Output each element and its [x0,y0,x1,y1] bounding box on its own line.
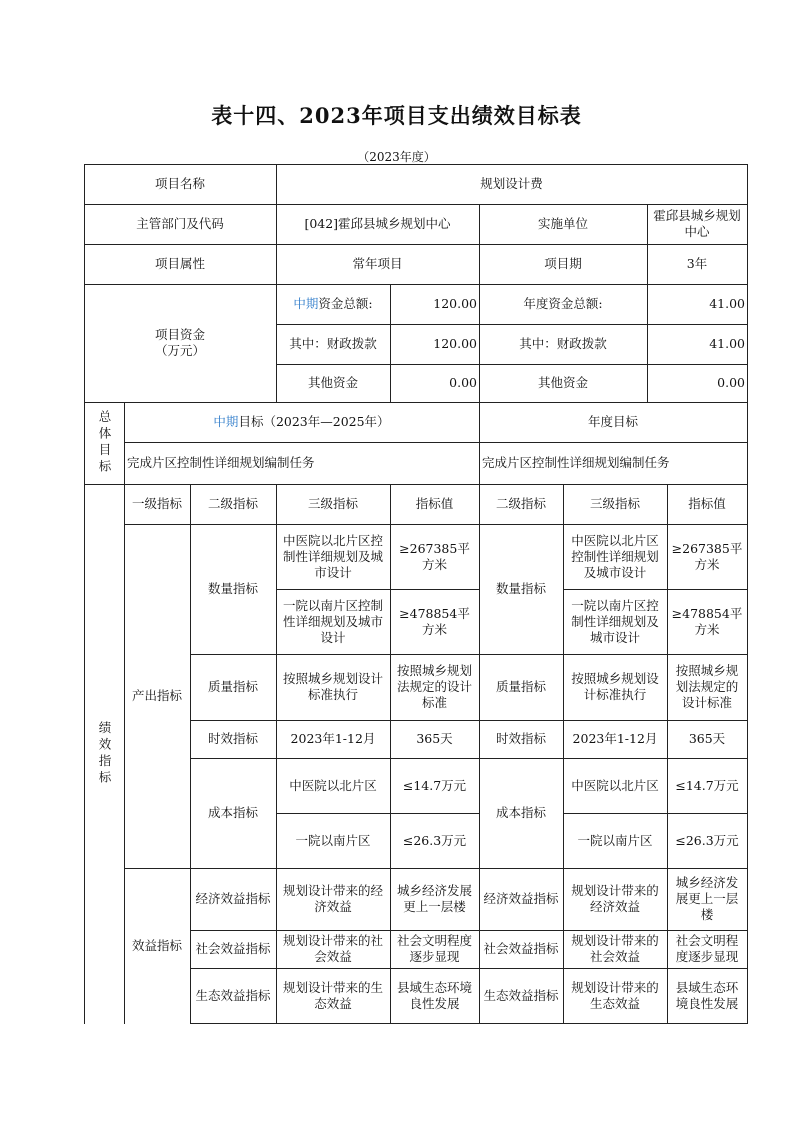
year-econ-label: 经济效益指标 [483,891,559,906]
q1-item: 中医院以北片区控制性详细规划及城市设计 [282,532,383,580]
year-c1-item: 中医院以北片区 [571,777,659,793]
year-c2-item: 一院以南片区 [577,832,653,848]
year-other-value: 0.00 [717,375,745,390]
mid-total-value: 120.00 [433,296,477,311]
cost-label: 成本指标 [207,805,258,820]
period-label: 项目期 [544,256,582,271]
output-label: 产出指标 [131,688,182,703]
header-level2: 二级指标 [207,496,258,511]
year-econ-value: 城乡经济发展更上一层楼 [675,875,739,922]
year-eco-value: 县域生态环境良性发展 [675,980,739,1011]
attr-label: 项目属性 [154,256,205,271]
mid-other-value: 0.00 [449,375,477,390]
year-quality-item: 按照城乡规划设计标准执行 [571,671,659,702]
year-quality-value: 按照城乡规划法规定的设计标准 [675,663,739,710]
year-social-label: 社会效益指标 [483,941,559,956]
header-level1: 一级指标 [131,496,182,511]
quantity-label: 数量指标 [207,581,258,596]
page-title: 表十四、2023年项目支出绩效目标表 [211,103,582,128]
benefit-label: 效益指标 [131,938,182,953]
social-item: 规划设计带来的社会效益 [282,933,383,964]
year-econ-item: 规划设计带来的经济效益 [571,883,659,914]
econ-label: 经济效益指标 [195,891,271,906]
econ-value: 城乡经济发展更上一层楼 [396,883,472,914]
year-social-value: 社会文明程度逐步显现 [675,933,739,964]
grid-line [747,164,748,1024]
c1-value: ≤14.7万元 [402,777,467,793]
quality-value: 按照城乡规划法规定的设计标准 [396,663,472,710]
social-label: 社会效益指标 [195,941,271,956]
year-total-label: 年度资金总额: [523,296,603,311]
header-year-level2: 二级指标 [495,496,546,511]
header-year-level3: 三级指标 [589,496,640,511]
mid-fiscal-label: 其中：财政拨款 [289,336,377,351]
dept-value: [042]霍邱县城乡规划中心 [304,216,451,231]
year-time-item: 2023年1-12月 [572,731,658,746]
q1-value: ≥267385平方米 [399,540,470,572]
c1-item: 中医院以北片区 [289,777,377,793]
project-name-value: 规划设计费 [480,176,543,191]
year-q1-item: 中医院以北片区控制性详细规划及城市设计 [571,532,659,580]
eco-item: 规划设计带来的生态效益 [282,980,383,1011]
year-q2-value: ≥478854平方米 [671,605,743,637]
year-cost-label: 成本指标 [495,805,546,820]
year-goal-text: 完成片区控制性详细规划编制任务 [482,455,670,470]
header-year-value: 指标值 [688,496,726,511]
project-name-label: 项目名称 [154,176,205,191]
dept-label: 主管部门及代码 [136,216,224,231]
mid-goal-header: 中期 目标（2023年—2025年） [213,414,390,429]
year-label: （2023年度） [357,150,436,164]
year-q1-value: ≥267385平方米 [671,540,743,572]
period-value: 3年 [686,256,708,271]
year-fiscal-value: 41.00 [709,336,745,351]
time-label: 时效指标 [207,731,258,746]
header-level3: 三级指标 [307,496,358,511]
c2-value: ≤26.3万元 [402,832,467,848]
mid-total-label: 中期 资金总额: [293,296,373,311]
year-total-value: 41.00 [709,296,745,311]
year-q2-item: 一院以南片区控制性详细规划及城市设计 [571,597,659,645]
year-quality-label: 质量指标 [495,679,546,694]
year-other-label: 其他资金 [537,375,588,390]
year-c2-value: ≤26.3万元 [675,832,739,848]
year-time-label: 时效指标 [495,731,546,746]
q2-value: ≥478854平方米 [399,605,470,637]
quality-label: 质量指标 [207,679,258,694]
overall-goal-label: 总体目标 [97,410,112,476]
year-time-value: 365天 [688,731,726,746]
time-value: 365天 [416,731,453,746]
year-c1-value: ≤14.7万元 [675,777,739,793]
attr-value: 常年项目 [352,256,403,271]
year-goal-header: 年度目标 [587,414,638,429]
impl-value: 霍邱县城乡规划中心 [653,208,741,239]
year-social-item: 规划设计带来的社会效益 [571,933,659,964]
year-eco-item: 规划设计带来的生态效益 [571,980,659,1011]
eco-value: 县域生态环境良性发展 [396,980,472,1011]
year-quantity-label: 数量指标 [495,581,546,596]
perf-label: 绩效指标 [97,721,112,787]
impl-label: 实施单位 [537,216,588,231]
c2-item: 一院以南片区 [295,832,371,848]
econ-item: 规划设计带来的经济效益 [282,883,383,914]
q2-item: 一院以南片区控制性详细规划及城市设计 [282,597,383,645]
social-value: 社会文明程度逐步显现 [396,933,472,964]
header-value: 指标值 [415,496,454,511]
mid-goal-text: 完成片区控制性详细规划编制任务 [127,455,315,470]
mid-fiscal-value: 120.00 [433,336,477,351]
mid-other-label: 其他资金 [307,375,358,390]
year-fiscal-label: 其中：财政拨款 [519,336,607,351]
quality-item: 按照城乡规划设计标准执行 [282,671,383,702]
funds-label: 项目资金 （万元） [154,327,205,358]
time-item: 2023年1-12月 [290,731,376,746]
year-eco-label: 生态效益指标 [483,988,559,1003]
eco-label: 生态效益指标 [195,988,271,1003]
